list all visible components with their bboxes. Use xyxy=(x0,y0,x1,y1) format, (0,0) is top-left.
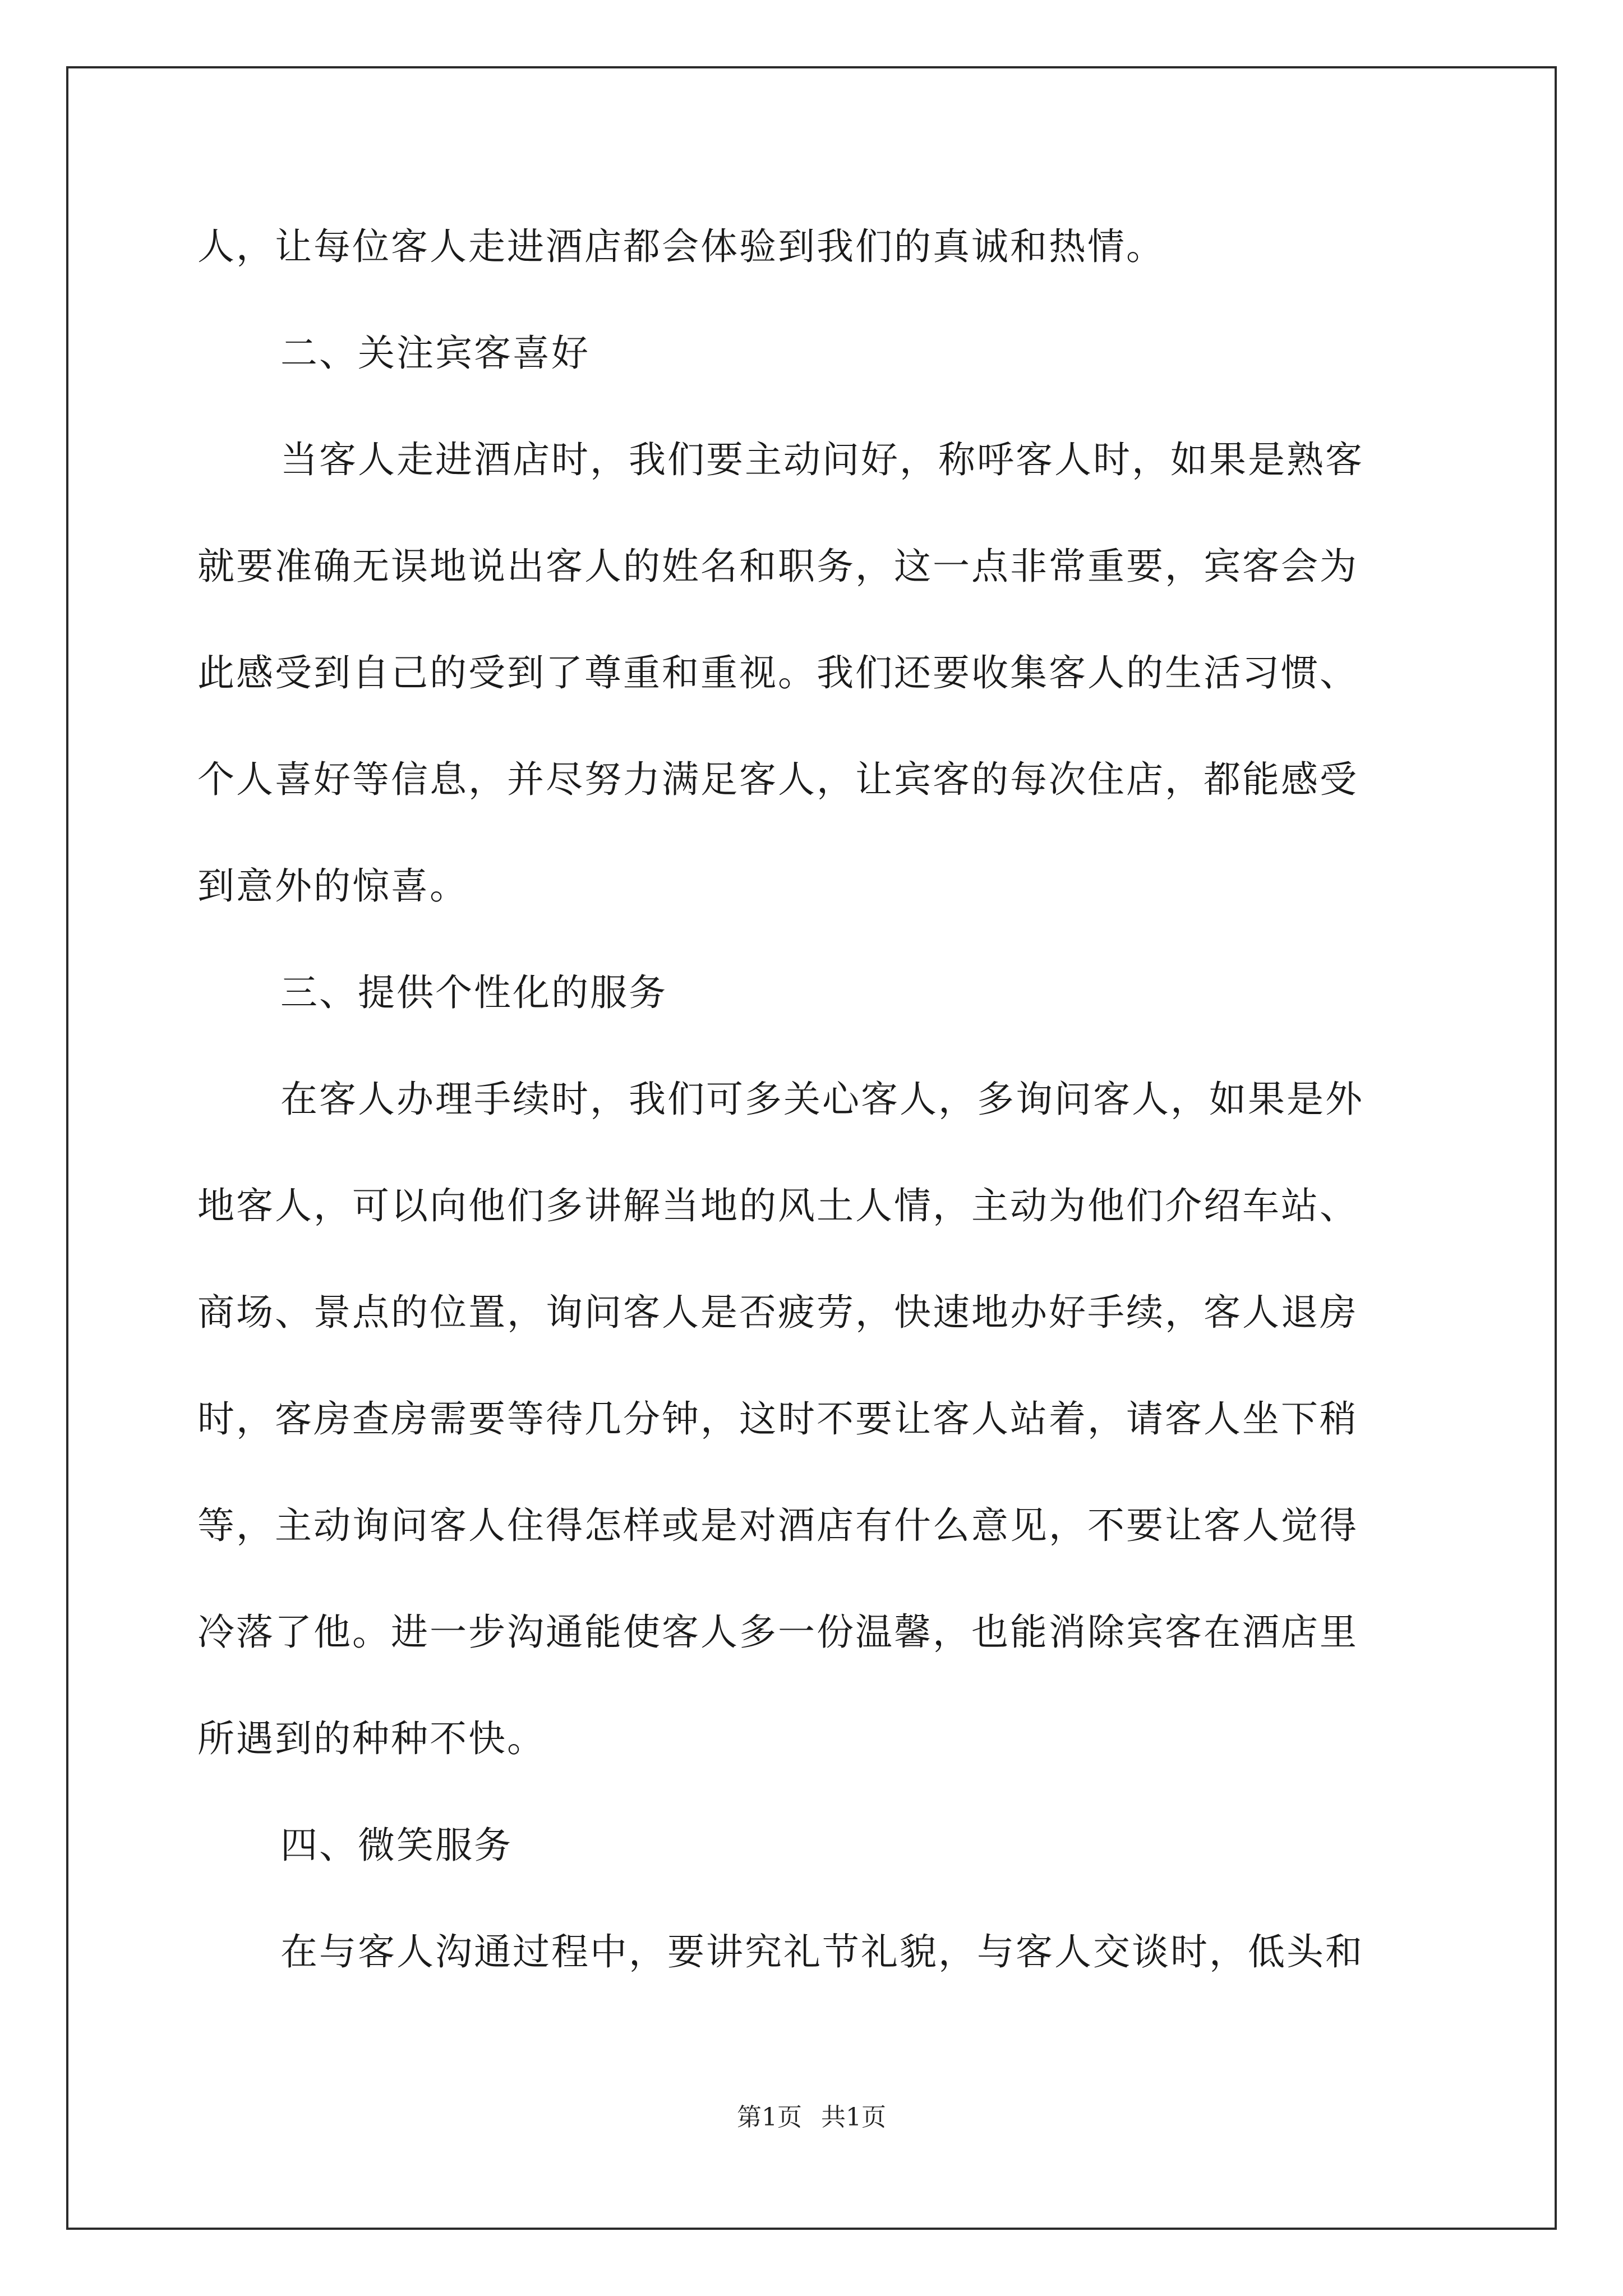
text-line: 等，主动询问客人住得怎样或是对酒店有什么意见，不要让客人觉得 xyxy=(197,1504,1358,1547)
section-heading: 二、关注宾客喜好 xyxy=(280,332,590,375)
text-line: 所遇到的种种不快。 xyxy=(197,1717,546,1760)
text-line: 个人喜好等信息，并尽努力满足客人，让宾客的每次住店，都能感受 xyxy=(197,758,1358,801)
text-line: 人，让每位客人走进酒店都会体验到我们的真诚和热情。 xyxy=(197,225,1165,268)
text-line: 到意外的惊喜。 xyxy=(197,864,468,908)
text-line: 此感受到自己的受到了尊重和重视。我们还要收集客人的生活习惯、 xyxy=(197,651,1358,694)
text-line: 地客人，可以向他们多讲解当地的风土人情，主动为他们介绍车站、 xyxy=(197,1184,1358,1227)
text-line: 商场、景点的位置，询问客人是否疲劳，快速地办好手续，客人退房 xyxy=(197,1291,1358,1334)
section-heading: 四、微笑服务 xyxy=(280,1824,513,1867)
section-heading: 三、提供个性化的服务 xyxy=(280,971,667,1014)
text-line: 时，客房查房需要等待几分钟，这时不要让客人站着，请客人坐下稍 xyxy=(197,1397,1358,1441)
page-number: 第1页 xyxy=(737,2103,802,2132)
page-footer xyxy=(0,2101,1623,2134)
text-line: 冷落了他。进一步沟通能使客人多一份温馨，也能消除宾客在酒店里 xyxy=(197,1611,1358,1654)
paragraph-first-line: 在客人办理手续时，我们可多关心客人，多询问客人，如果是外 xyxy=(280,1078,1364,1121)
text-line: 就要准确无误地说出客人的姓名和职务，这一点非常重要，宾客会为 xyxy=(197,545,1358,588)
page-border xyxy=(66,66,1557,2230)
paragraph-first-line: 在与客人沟通过程中，要讲究礼节礼貌，与客人交谈时，低头和 xyxy=(280,1930,1364,1973)
paragraph-first-line: 当客人走进酒店时，我们要主动问好，称呼客人时，如果是熟客 xyxy=(280,438,1364,481)
page-total: 共1页 xyxy=(821,2103,886,2132)
